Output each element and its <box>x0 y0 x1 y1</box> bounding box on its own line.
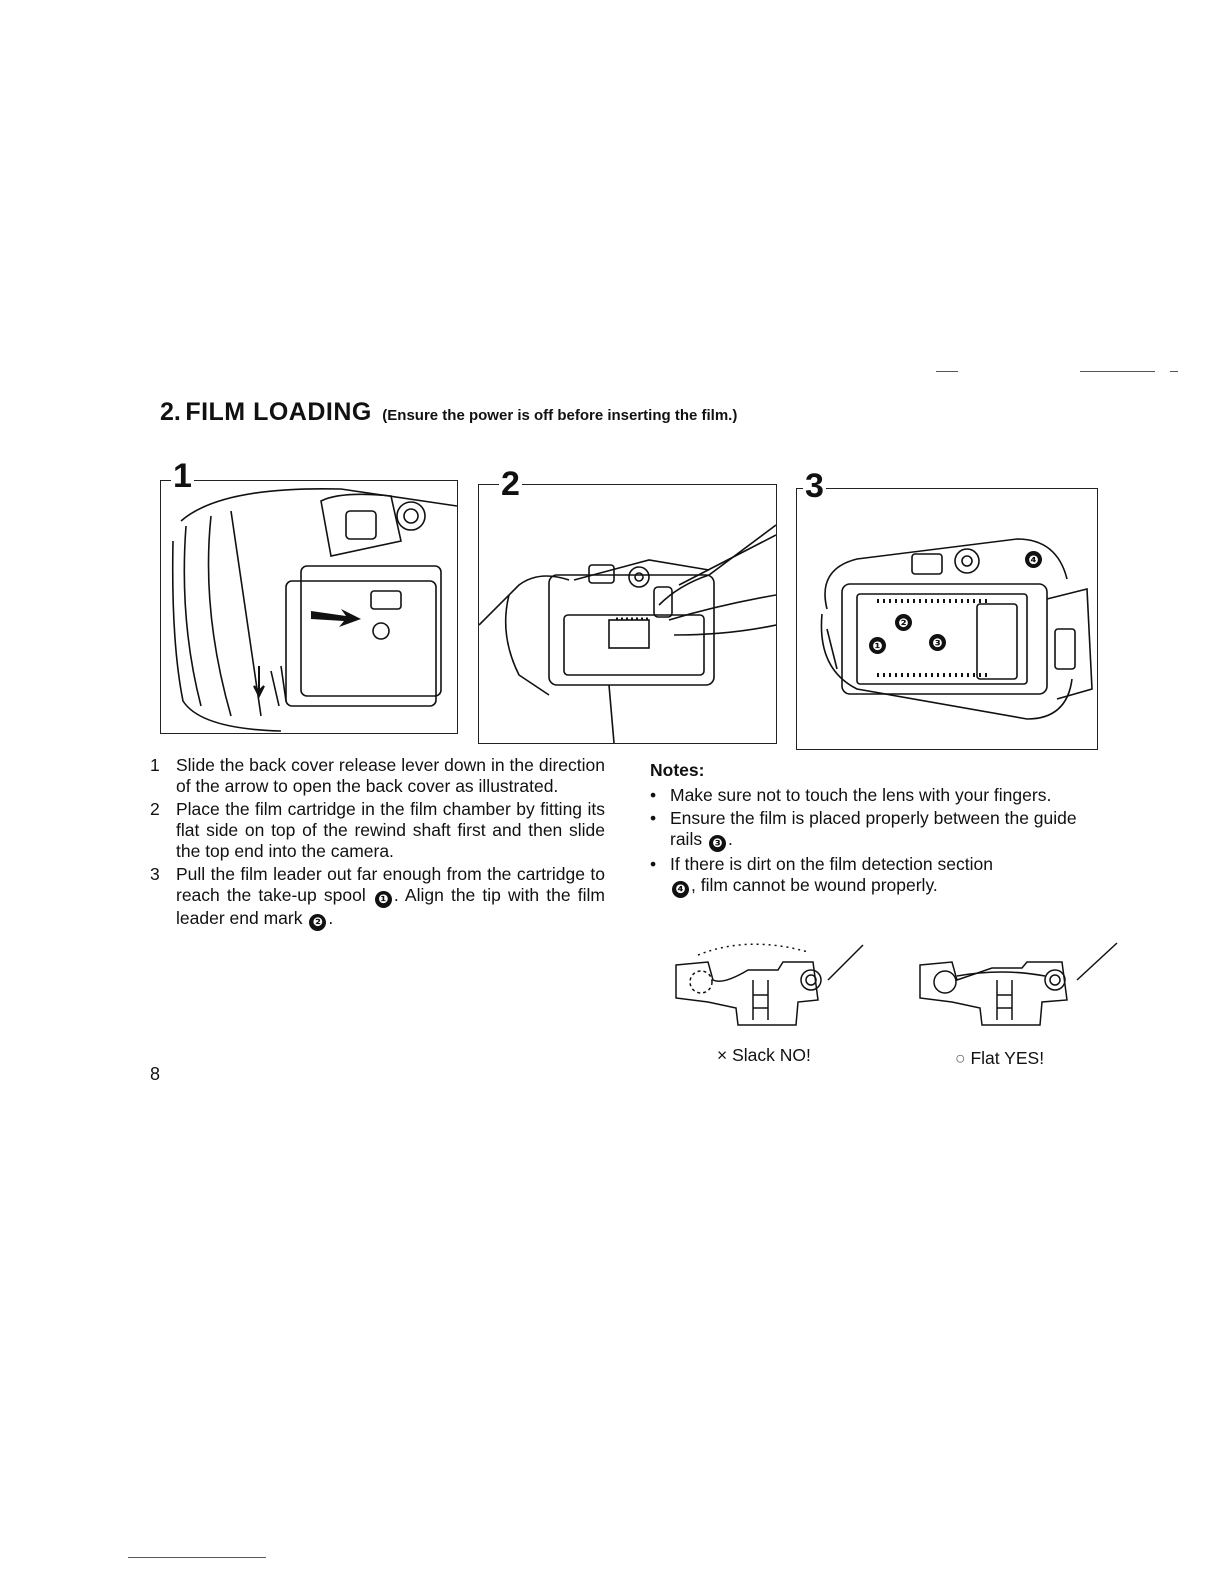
figure-number: 3 <box>805 467 824 505</box>
decor-rule <box>936 371 958 372</box>
film-cartridge-insertion-illustration <box>479 485 776 743</box>
film-slack-diagram <box>668 940 868 1040</box>
section-title: FILM LOADING <box>185 398 372 426</box>
callout-marker: ❶ <box>375 891 392 908</box>
page-number: 8 <box>150 1064 161 1084</box>
decor-rule <box>1080 371 1155 372</box>
steps-list <box>150 755 605 933</box>
notes-section <box>650 760 1095 900</box>
list-item <box>650 785 1095 806</box>
step-text: Slide the back cover release lever down in the direction of the arrow to open the back cover as illustrated. <box>176 755 605 796</box>
list-item <box>150 799 605 862</box>
footer-rule <box>128 1557 266 1558</box>
section-heading <box>160 398 737 427</box>
step-number: 3 <box>150 864 160 884</box>
figure-3 <box>796 467 1098 750</box>
film-flat-diagram <box>912 940 1122 1040</box>
notes-title: Notes: <box>650 760 705 780</box>
list-item <box>150 755 605 797</box>
callout-marker: ❶ <box>869 637 886 654</box>
camera-back-cover-release-illustration <box>161 481 457 733</box>
section-number: 2. <box>160 398 181 426</box>
list-item <box>650 808 1095 852</box>
step-text: Place the film cartridge in the film chamber by fitting its flat side on top of the rewind shaft first and then slide the top end into the camera. <box>176 799 605 861</box>
callout-marker: ❷ <box>309 914 326 931</box>
bullet: • <box>650 785 657 805</box>
section-note: (Ensure the power is off before inserting the film.) <box>382 407 738 424</box>
figure-2 <box>478 465 777 744</box>
list-item <box>150 864 605 931</box>
bullet: • <box>650 854 657 874</box>
decor-rule <box>1170 371 1178 372</box>
callout-marker: ❸ <box>929 634 946 651</box>
film-chamber-open-illustration <box>797 489 1097 749</box>
flat-caption: ○ Flat YES! <box>955 1048 1045 1068</box>
figure-1 <box>160 457 458 734</box>
note-text: If there is dirt on the film detection section ❹ , film cannot be wound properly. <box>670 854 993 896</box>
note-text: Make sure not to touch the lens with your fingers. <box>670 785 1052 805</box>
bullet: • <box>650 808 657 828</box>
figure-number: 2 <box>501 465 520 503</box>
step-number: 1 <box>150 755 160 775</box>
step-text: Pull the film leader out far enough from the cartridge to reach the take-up spool ❶ . Align the tip with the film leader end mark ❷ . <box>176 864 605 929</box>
callout-marker: ❷ <box>895 614 912 631</box>
callout-marker: ❹ <box>672 881 689 898</box>
note-text: Ensure the film is placed properly between the guide rails ❸ . <box>670 808 1077 850</box>
list-item <box>650 854 1095 898</box>
callout-marker: ❸ <box>709 835 726 852</box>
step-number: 2 <box>150 799 160 819</box>
slack-caption: × Slack NO! <box>717 1045 811 1065</box>
figure-number: 1 <box>173 457 192 495</box>
callout-marker: ❹ <box>1025 551 1042 568</box>
